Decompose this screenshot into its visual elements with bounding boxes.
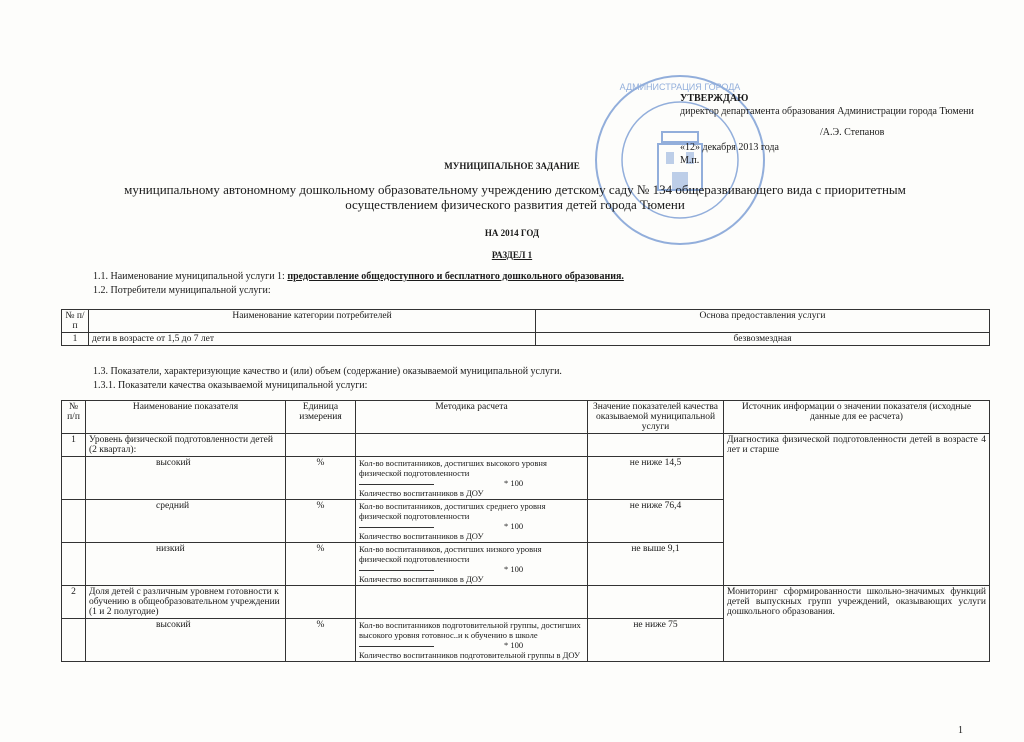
method-denominator: Количество воспитанников в ДОУ [359, 574, 484, 584]
fraction-line [359, 478, 584, 488]
indicator-name: Уровень физической подготовленности детей (2 квартал): [86, 434, 286, 457]
paragraph-1-1 [93, 271, 624, 282]
method-denominator: Количество воспитанников в ДОУ [359, 531, 484, 541]
section-heading: РАЗДЕЛ 1 [491, 250, 533, 260]
unit: % [286, 543, 356, 586]
level-name: высокий [86, 619, 286, 662]
method-cell [356, 457, 588, 500]
table-row [62, 434, 990, 457]
method-denominator: Количество воспитанников в ДОУ [359, 488, 484, 498]
table-cell: дети в возрасте от 1,5 до 7 лет [89, 333, 536, 346]
paragraph-1-2: 1.2. Потребители муниципальной услуги: [93, 285, 271, 296]
info-source: Мониторинг сформированности школьно-значимых функций детей выпускных групп учреждений, оказывающих услуги дошкольного образования. [724, 586, 990, 662]
table-header: Единица измерения [286, 401, 356, 434]
unit: % [286, 619, 356, 662]
row-number: 1 [62, 434, 86, 457]
method-cell [356, 500, 588, 543]
method-numerator: Кол-во воспитанников, достигших высокого уровня физической подготовленности [359, 458, 547, 478]
svg-text:АДМИНИСТРАЦИЯ ГОРОДА: АДМИНИСТРАЦИЯ ГОРОДА [619, 82, 741, 92]
table-header: Источник информации о значении показателя (исходные данные для ее расчета) [724, 401, 990, 434]
approval-signature: /А.Э. Степанов [820, 127, 885, 138]
table-header: № п/п [62, 401, 86, 434]
indicator-name: Доля детей с различным уровнем готовности к обучению в общеобразовательном учреждении (1 и 2 полугодие) [86, 586, 286, 619]
table-cell: безвозмездная [536, 333, 990, 346]
level-name: низкий [86, 543, 286, 586]
table-header: Значение показателей качества оказываемой муниципальной услуги [588, 401, 724, 434]
document-title: МУНИЦИПАЛЬНОЕ ЗАДАНИЕ [444, 161, 580, 171]
multiplier: * 100 [504, 564, 524, 574]
approval-mp: М.п. [680, 155, 700, 166]
table-header: Наименование показателя [86, 401, 286, 434]
method-cell [356, 619, 588, 662]
row-number: 2 [62, 586, 86, 619]
method-numerator: Кол-во воспитанников подготовительной группы, достигших высокого уровня готовнос..и к обучению в школе [359, 620, 581, 640]
method-numerator: Кол-во воспитанников, достигших среднего уровня физической подготовленности [359, 501, 546, 521]
fraction-line [359, 640, 584, 650]
table-cell: 1 [62, 333, 89, 346]
document-subtitle: муниципальному автономному дошкольному образовательному учреждению детскому саду № 134 общеразвивающего вида с приоритетным осуществлением физического развития детей города Тюмени [124, 182, 906, 212]
multiplier: * 100 [504, 521, 524, 531]
unit: % [286, 457, 356, 500]
table-header: Основа предоставления услуги [536, 310, 990, 333]
value: не выше 9,1 [588, 543, 724, 586]
table-row [62, 333, 990, 346]
paragraph-1-3-1: 1.3.1. Показатели качества оказываемой муниципальной услуги: [93, 380, 368, 391]
table-header: Методика расчета [356, 401, 588, 434]
document-year: НА 2014 ГОД [484, 228, 540, 238]
service-name: предоставление общедоступного и бесплатного дошкольного образования. [287, 271, 624, 282]
paragraph-1-3: 1.3. Показатели, характеризующие качество и (или) объем (содержание) оказываемой муниципальной услуги. [93, 366, 562, 377]
page-number: 1 [958, 725, 963, 736]
multiplier: * 100 [504, 478, 524, 488]
info-source: Диагностика физической подготовленности детей в возрасте 4 лет и старше [724, 434, 990, 586]
table-header: Наименование категории потребителей [89, 310, 536, 333]
method-numerator: Кол-во воспитанников, достигших низкого уровня физической подготовленности [359, 544, 542, 564]
approval-date: «12» декабря 2013 года [680, 142, 779, 153]
table-row [62, 586, 990, 619]
paragraph-1-1-prefix: 1.1. Наименование муниципальной услуги 1: [93, 271, 288, 282]
fraction-line [359, 521, 584, 531]
table-header: № п/п [62, 310, 89, 333]
quality-table [61, 400, 990, 662]
approval-heading: УТВЕРЖДАЮ [680, 93, 749, 104]
value: не ниже 75 [588, 619, 724, 662]
fraction-line [359, 564, 584, 574]
approval-block [680, 92, 974, 167]
unit: % [286, 500, 356, 543]
approval-position: директор департамента образования Администрации города Тюмени [680, 106, 974, 117]
value: не ниже 14,5 [588, 457, 724, 500]
method-cell [356, 543, 588, 586]
level-name: средний [86, 500, 286, 543]
level-name: высокий [86, 457, 286, 500]
method-denominator: Количество воспитанников подготовительной группы в ДОУ [359, 650, 581, 660]
multiplier: * 100 [504, 640, 524, 650]
consumers-table [61, 309, 990, 346]
value: не ниже 76,4 [588, 500, 724, 543]
